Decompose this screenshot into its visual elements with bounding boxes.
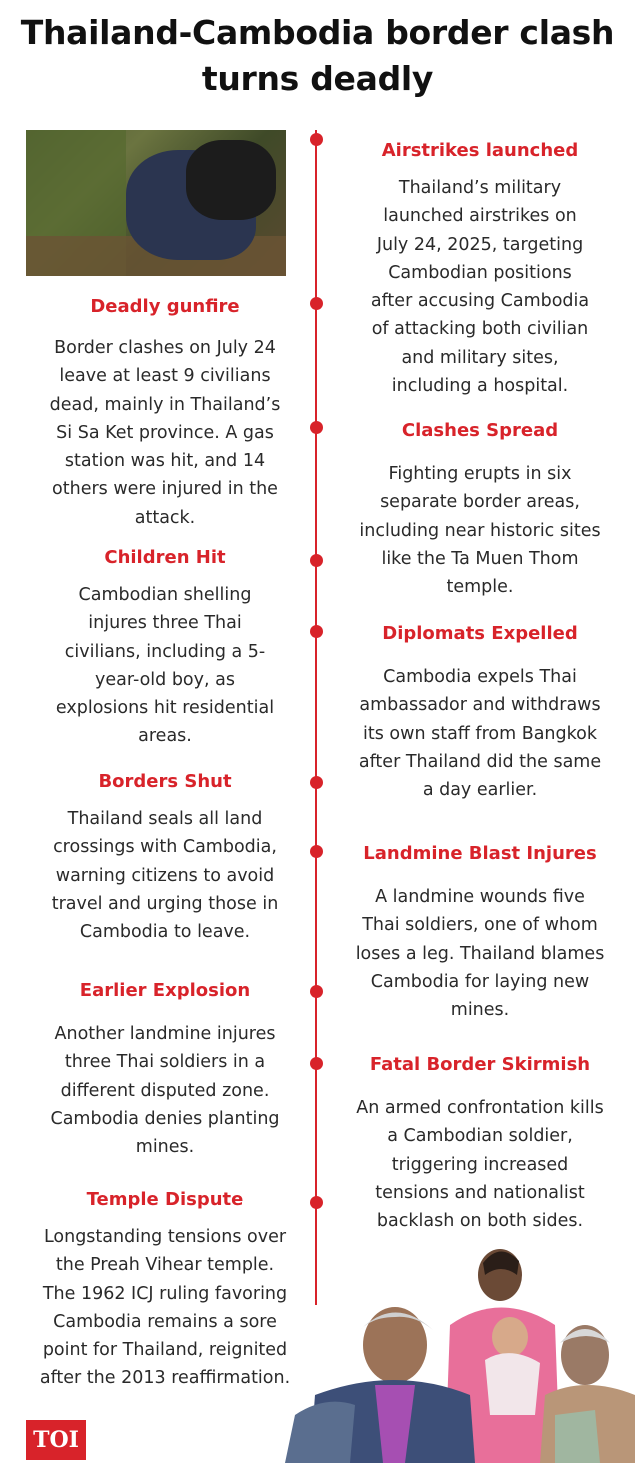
- event-body: Fighting erupts in six separate border areas, including near historic sites like the Ta Muen Thom temple.: [359, 464, 601, 598]
- event-clashes-spread: [332, 420, 628, 601]
- timeline-dot: [310, 776, 323, 789]
- timeline-dot: [310, 297, 323, 310]
- timeline-dot: [310, 1057, 323, 1070]
- page-title: [0, 10, 635, 102]
- event-earlier-explosion: [20, 980, 310, 1161]
- event-deadly-gunfire: [20, 296, 310, 532]
- event-heading: Diplomats Expelled: [382, 623, 578, 644]
- event-body: Cambodian shelling injures three Thai civilians, including a 5- year-old boy, as explosions hit residential areas.: [55, 585, 275, 747]
- civilians-illustration: [255, 1245, 635, 1463]
- event-heading: Clashes Spread: [401, 420, 559, 441]
- event-fatal-border-skirmish: [332, 1054, 628, 1235]
- event-body: Another landmine injures three Thai soldiers in a different disputed zone. Cambodia denies planting mines.: [50, 1024, 280, 1158]
- event-heading: Landmine Blast Injures: [363, 843, 597, 864]
- soldier-photo: [26, 130, 286, 276]
- timeline-dot: [310, 133, 323, 146]
- event-body: Thailand’s military launched airstrikes on July 24, 2025, targeting Cambodian positions after accusing Cambodia of attacking both civilian and military sites, including a hospital.: [370, 178, 590, 397]
- event-children-hit: [20, 547, 310, 751]
- civilians-photo: [255, 1245, 635, 1463]
- timeline-dot: [310, 625, 323, 638]
- event-body: Thailand seals all land crossings with Cambodia, warning citizens to avoid travel and urging those in Cambodia to leave.: [51, 809, 279, 943]
- event-diplomats-expelled: [332, 623, 628, 804]
- event-heading: Borders Shut: [98, 771, 232, 792]
- event-body: Border clashes on July 24 leave at least 9 civilians dead, mainly in Thailand’s Si Sa Ket province. A gas station was hit, and 14 others were injured in the attack.: [49, 338, 281, 528]
- event-landmine-blast: [332, 843, 628, 1024]
- timeline-dot: [310, 421, 323, 434]
- event-body: A landmine wounds five Thai soldiers, one of whom loses a leg. Thailand blames Cambodia for laying new mines.: [355, 887, 605, 1021]
- timeline-dot: [310, 845, 323, 858]
- timeline-dot: [310, 985, 323, 998]
- event-body: Longstanding tensions over the Preah Vihear temple. The 1962 ICJ ruling favoring Cambodia remains a sore point for Thailand, reignited after the 2013 reaffirmation.: [39, 1227, 291, 1389]
- toi-logo: TOI: [26, 1420, 86, 1460]
- title-line-2: turns deadly: [201, 59, 434, 98]
- event-airstrikes-launched: [332, 140, 628, 400]
- event-heading: Fatal Border Skirmish: [369, 1054, 591, 1075]
- timeline-dot: [310, 554, 323, 567]
- event-body: Cambodia expels Thai ambassador and withdraws its own staff from Bangkok after Thailand did the same a day earlier.: [358, 667, 602, 801]
- event-heading: Deadly gunfire: [90, 296, 240, 317]
- event-heading: Earlier Explosion: [79, 980, 251, 1001]
- event-heading: Temple Dispute: [86, 1189, 244, 1210]
- event-heading: Children Hit: [104, 547, 226, 568]
- event-body: An armed confrontation kills a Cambodian soldier, triggering increased tensions and nationalist backlash on both sides.: [356, 1098, 604, 1232]
- event-borders-shut: [20, 771, 310, 946]
- event-heading: Airstrikes launched: [381, 140, 579, 161]
- title-line-1: Thailand-Cambodia border clash: [20, 13, 615, 52]
